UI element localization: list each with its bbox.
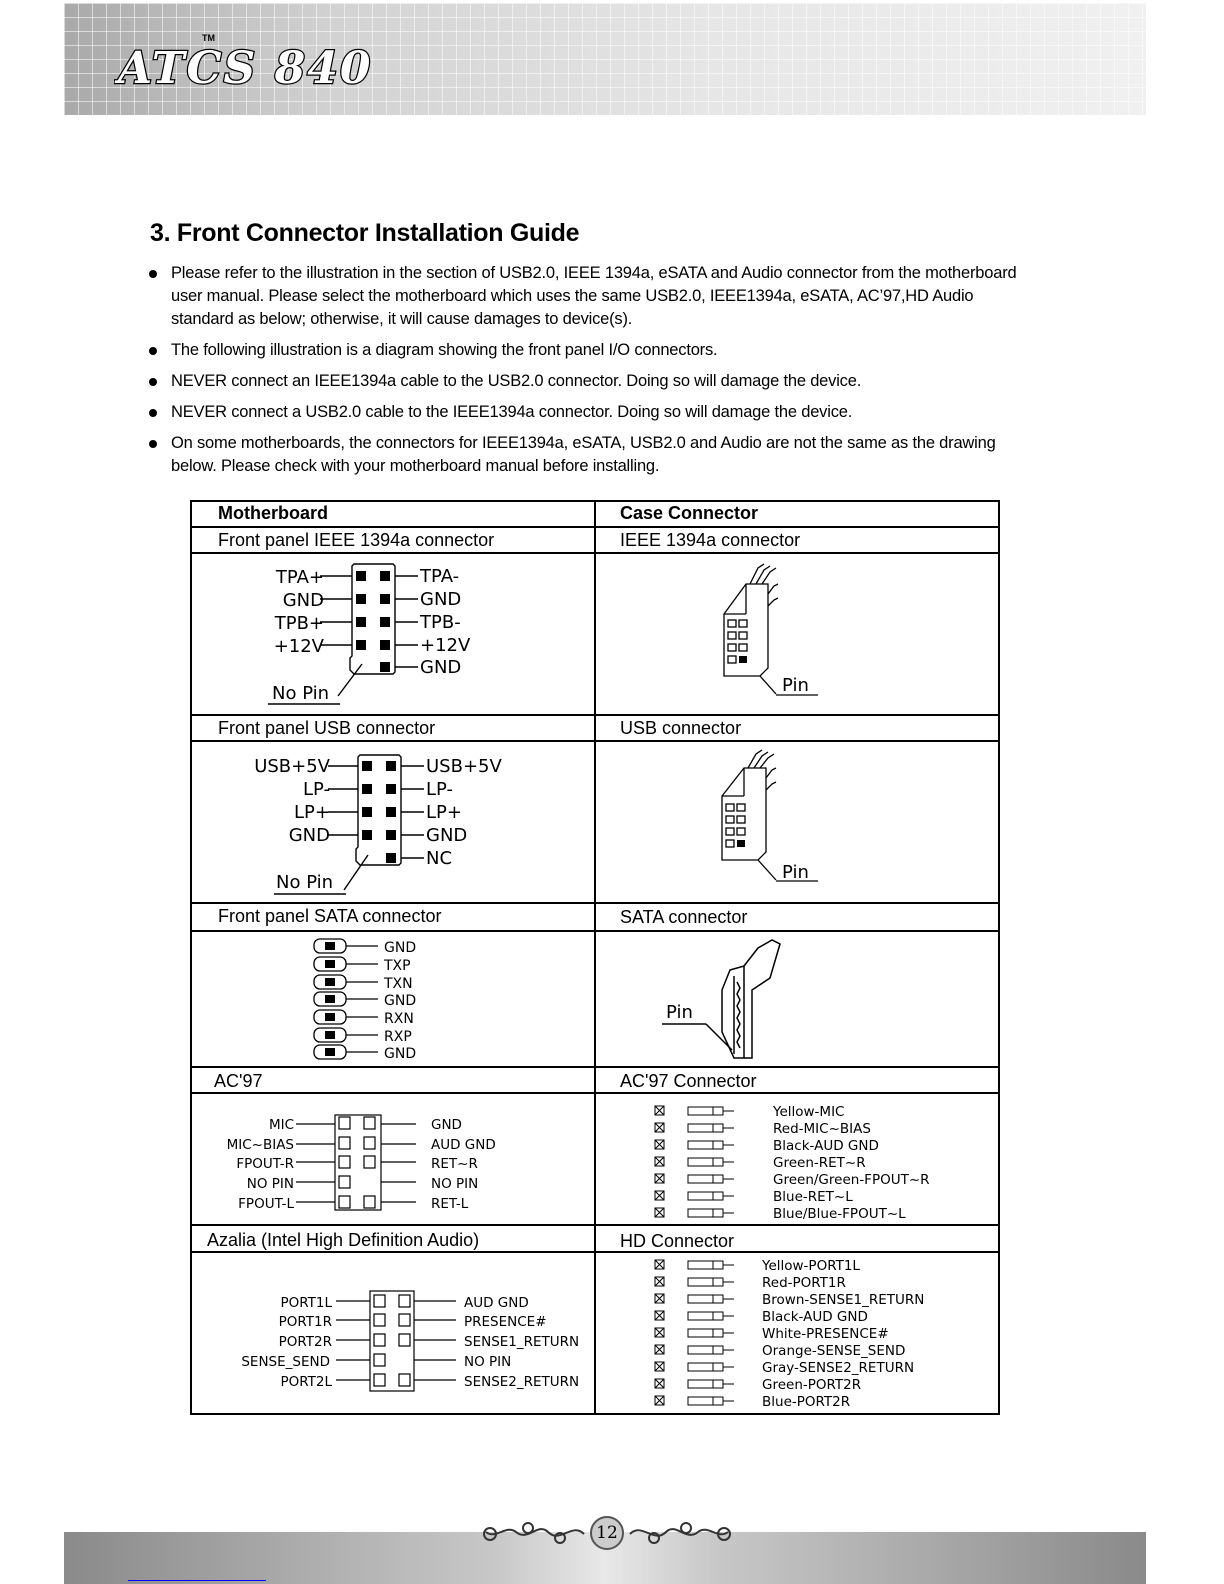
ac97-left-pin-label: MIC~BIAS: [226, 1137, 294, 1153]
hd-wire-label: Red-PORT1R: [762, 1275, 846, 1291]
motherboard-column-header: Motherboard: [218, 503, 328, 523]
ieee-mb-title: Front panel IEEE 1394a connector: [218, 530, 495, 550]
ac97-case-title: AC'97 Connector: [620, 1071, 757, 1091]
sata-case-connector-diagram: [596, 932, 998, 1066]
usb-left-pin-label: LP+: [294, 802, 330, 823]
ieee-right-pin-label: TPB-: [420, 612, 461, 633]
hd-wire-label: Black-AUD GND: [762, 1309, 868, 1325]
ieee-no-pin-label: No Pin: [272, 683, 330, 704]
table-divider: [190, 526, 1000, 528]
hd-wire-label: White-PRESENCE#: [762, 1326, 889, 1342]
ieee-right-pin-label: +12V: [420, 635, 471, 656]
usb-mb-title: Front panel USB connector: [218, 718, 436, 738]
ac97-left-pin-label: NO PIN: [246, 1176, 294, 1192]
ac97-pin-header-diagram: [192, 1094, 592, 1224]
ac97-wire-list: [596, 1094, 998, 1224]
sata-pin-label: GND: [384, 940, 417, 956]
ac97-wire-label: Red-MIC~BIAS: [773, 1121, 871, 1137]
logo-text: ATCS 840: [118, 43, 373, 94]
table-divider: [190, 1224, 1000, 1226]
hd-wire-list: [596, 1253, 998, 1413]
instruction-list: [146, 262, 1026, 486]
bullet-text: NEVER connect a USB2.0 cable to the IEEE1394a connector. Doing so will damage the device.: [171, 403, 853, 421]
ieee-pin-header-diagram: [192, 554, 592, 714]
ieee-case-title: IEEE 1394a connector: [620, 530, 801, 550]
bullet-text: On some motherboards, the connectors for IEEE1394a, eSATA, USB2.0 and Audio are not the same as the drawing below. Please check with your motherboard manual before installing.: [171, 434, 996, 475]
ieee-case-connector-diagram: [596, 554, 998, 714]
hd-case-title: HD Connector: [620, 1231, 735, 1251]
bullet-icon: [149, 270, 157, 278]
list-item: [146, 339, 1026, 362]
sata-pin-label: TXP: [384, 958, 411, 974]
hd-right-pin-label: AUD GND: [464, 1295, 529, 1311]
hd-right-pin-label: SENSE1_RETURN: [464, 1334, 580, 1350]
ieee-case-pin-label: Pin: [782, 675, 809, 696]
ieee-right-pin-label: GND: [420, 589, 462, 610]
bullet-icon: [149, 409, 157, 417]
ac97-right-pin-label: GND: [431, 1117, 462, 1133]
case-connector-column-header: Case Connector: [620, 503, 759, 523]
ac97-right-pin-label: NO PIN: [431, 1176, 479, 1192]
usb-right-pin-label: GND: [426, 825, 468, 846]
bullet-icon: [149, 347, 157, 355]
hd-left-pin-label: PORT2L: [280, 1374, 332, 1390]
usb-left-pin-label: USB+5V: [254, 756, 330, 777]
sata-pin-label: TXN: [384, 976, 413, 992]
page-title: 3. Front Connector Installation Guide: [150, 219, 580, 247]
hd-wire-label: Yellow-PORT1L: [762, 1258, 860, 1274]
sata-mb-title: Front panel SATA connector: [218, 906, 442, 926]
right-ornament-icon: [626, 1516, 738, 1550]
usb-right-pin-label: USB+5V: [426, 756, 502, 777]
left-ornament-icon: [476, 1516, 588, 1550]
sata-pin-header-diagram: [192, 932, 592, 1066]
hd-right-pin-label: SENSE2_RETURN: [464, 1374, 580, 1390]
bullet-text: Please refer to the illustration in the section of USB2.0, IEEE 1394a, eSATA and Audio connector from the motherboard user manual. Please select the motherboard which uses the same USB2.0, IEEE1394a, eSATA, AC’97,HD Audio standard as below; otherwise, it will cause damages to device(s).: [171, 264, 1017, 328]
bullet-text: NEVER connect an IEEE1394a cable to the USB2.0 connector. Doing so will damage the device.: [171, 372, 862, 390]
usb-right-pin-label: LP-: [426, 779, 453, 800]
sata-pin-label: GND: [384, 1046, 417, 1062]
sata-case-pin-label: Pin: [666, 1002, 693, 1023]
hd-mb-title: Azalia (Intel High Definition Audio): [207, 1230, 480, 1250]
ac97-right-pin-label: RET-L: [431, 1196, 469, 1212]
ac97-mb-title: AC'97: [214, 1071, 263, 1091]
hd-left-pin-label: PORT1R: [278, 1314, 332, 1330]
usb-pin-header-diagram: [192, 742, 592, 902]
usb-case-title: USB connector: [620, 718, 742, 738]
ieee-right-pin-label: GND: [420, 657, 462, 678]
hd-wire-label: Green-PORT2R: [762, 1377, 862, 1393]
hd-left-pin-label: PORT1L: [280, 1295, 332, 1311]
hd-pin-header-diagram: [192, 1253, 592, 1413]
ac97-left-pin-label: FPOUT-R: [236, 1156, 294, 1172]
ieee-left-pin-label: GND: [282, 590, 324, 611]
list-item: [146, 262, 1026, 331]
usb-case-pin-label: Pin: [782, 862, 809, 883]
header-banner: [64, 3, 1146, 115]
sata-pin-label: RXN: [384, 1011, 414, 1027]
usb-left-pin-label: GND: [288, 825, 330, 846]
bullet-icon: [149, 378, 157, 386]
usb-right-pin-label: LP+: [426, 802, 462, 823]
hd-header-outline: [370, 1291, 414, 1391]
ac97-wire-label: Green/Green-FPOUT~R: [773, 1172, 930, 1188]
usb-case-connector-diagram: [596, 742, 998, 902]
logo-tm: TM: [202, 33, 215, 43]
bullet-icon: [149, 440, 157, 448]
usb-right-pin-label: NC: [426, 848, 453, 869]
list-item: [146, 370, 1026, 393]
hd-wire-label: Blue-PORT2R: [762, 1394, 851, 1410]
ac97-right-pin-label: RET~R: [431, 1156, 478, 1172]
ieee-left-pin-label: +12V: [273, 636, 324, 657]
ac97-wire-label: Blue/Blue-FPOUT~L: [773, 1206, 906, 1222]
hd-left-pin-label: PORT2R: [278, 1334, 332, 1350]
ieee-right-pin-label: TPA-: [420, 566, 460, 587]
usb-left-pin-label: LP-: [303, 779, 330, 800]
ac97-wire-label: Blue-RET~L: [773, 1189, 853, 1205]
sata-case-title: SATA connector: [620, 907, 748, 927]
table-divider: [190, 714, 1000, 716]
hd-right-pin-label: NO PIN: [464, 1354, 512, 1370]
ieee-left-pin-label: TPB+: [274, 613, 324, 634]
hd-wire-label: Gray-SENSE2_RETURN: [762, 1360, 915, 1376]
list-item: [146, 401, 1026, 424]
usb-no-pin-label: No Pin: [276, 872, 334, 893]
bullet-text: The following illustration is a diagram showing the front panel I/O connectors.: [171, 341, 718, 359]
table-divider: [190, 1066, 1000, 1068]
atcs-840-logo: [114, 27, 424, 97]
ieee-left-pin-label: TPA+: [275, 567, 324, 588]
ac97-right-pin-label: AUD GND: [431, 1137, 496, 1153]
hd-wire-label: Orange-SENSE_SEND: [762, 1343, 906, 1359]
ac97-left-pin-label: MIC: [268, 1117, 294, 1133]
table-divider: [190, 902, 1000, 904]
footer-link-underline: [128, 1580, 266, 1581]
hd-right-pin-label: PRESENCE#: [464, 1314, 547, 1330]
sata-pin-label: RXP: [384, 1029, 412, 1045]
sata-pin-label: GND: [384, 993, 417, 1009]
list-item: [146, 432, 1026, 478]
page-number: 12: [590, 1516, 624, 1550]
ac97-wire-label: Green-RET~R: [773, 1155, 866, 1171]
ac97-left-pin-label: FPOUT-L: [238, 1196, 294, 1212]
hd-left-pin-label: SENSE_SEND: [241, 1354, 330, 1370]
hd-wire-label: Brown-SENSE1_RETURN: [762, 1292, 925, 1308]
ac97-wire-label: Yellow-MIC: [773, 1104, 845, 1120]
ac97-wire-label: Black-AUD GND: [773, 1138, 879, 1154]
